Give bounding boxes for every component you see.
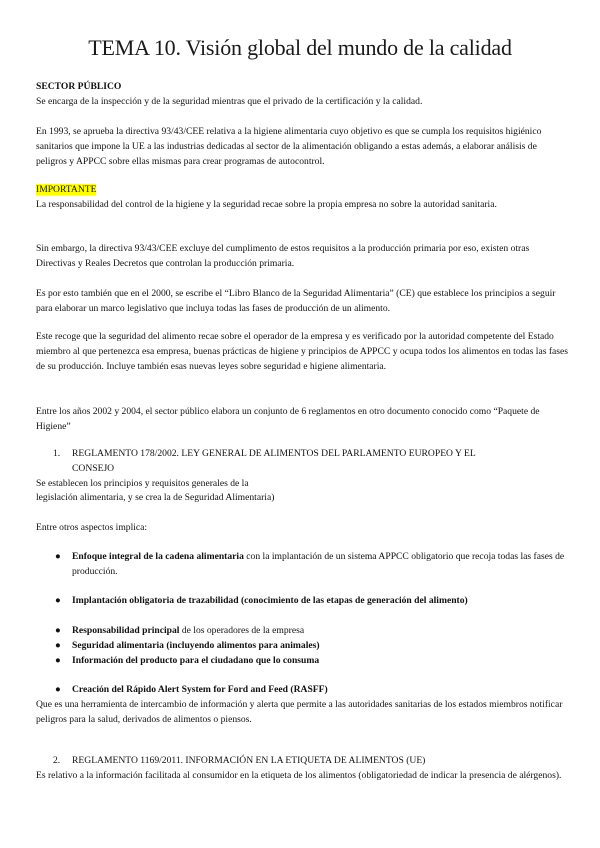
- bullet-bold-text: Implantación obligatoria de trazabilidad (conocimiento de las etapas de generación del alimento): [72, 595, 468, 606]
- reglamento-2-desc: Es relativo a la información facilitada al consumidor en la etiqueta de los alimentos (obligatoriedad de indicar la presencia de alérgenos).: [36, 769, 562, 781]
- bullet-text: de los operadores de la empresa: [179, 625, 305, 636]
- bullet-list: [36, 594, 570, 609]
- list-number: 2.: [53, 755, 61, 766]
- reglamento-2-title-text: REGLAMENTO 1169/2011. INFORMACIÓN EN LA ETIQUETA DE ALIMENTOS (UE): [72, 755, 426, 766]
- bullet-icon: ●: [55, 684, 61, 695]
- list-item: [36, 654, 570, 669]
- paragraph-rasff: Que es una herramienta de intercambio de información y alerta que permite a las autoridades sanitarias de los estados miembros notificar peligros para la salud, derivados de alimentos o piensos.: [36, 699, 563, 725]
- list-item: [36, 594, 570, 609]
- bullet-icon: ●: [55, 654, 61, 666]
- reglamento-1: [36, 447, 570, 506]
- important-block: [36, 183, 570, 213]
- list-item: [36, 639, 570, 654]
- list-number: 1.: [53, 448, 61, 459]
- paragraph-recoge: Este recoge que la seguridad del alimento recae sobre el operador de la empresa y es verificado por la autoridad competente del Estado miembro al que pertenezca esa empresa, buenas prácticas de higiene y principios de APPCC y ocupa todos los alimentos en todas las fases de su producción. Incluye también esas nuevas leyes sobre seguridad e higiene alimentaria.: [36, 331, 569, 372]
- list-item: [36, 624, 570, 639]
- reglamento-1-desc-line2: legislación alimentaria, y se crea la de Seguridad Alimentaria): [36, 492, 275, 504]
- reglamento-1-title-line2: CONSEJO: [72, 462, 115, 474]
- reglamento-2: [36, 754, 570, 784]
- section-sector-publico: [36, 80, 570, 110]
- paragraph-responsabilidad: La responsabilidad del control de la higiene y la seguridad recae sobre la propia empresa no sobre la autoridad sanitaria.: [36, 198, 497, 210]
- bullet-icon: ●: [55, 551, 61, 562]
- paragraph-intro: Se encarga de la inspección y de la seguridad mientras que el privado de la certificación y la calidad.: [36, 95, 423, 107]
- list-item: [36, 550, 570, 580]
- paragraph-1993: En 1993, se aprueba la directiva 93/43/CEE relativa a la higiene alimentaria cuyo objetivo es que se cumpla los requisitos higiénico sanitarios que impone la UE a las industrias dedicadas al sector de la alimentación obligando a estas además, a elaborar análisis de peligros y APPCC sobre ellas mismas para crear programas de autocontrol.: [36, 126, 542, 167]
- bullet-list: [36, 624, 570, 668]
- list-item: [36, 683, 570, 698]
- reglamento-2-title: [36, 754, 570, 769]
- entre-otros: Entre otros aspectos implica:: [36, 522, 148, 533]
- paragraph-sin-embargo: Sin embargo, la directiva 93/43/CEE excluye del cumplimento de estos requisitos a la producción primaria por eso, existen otras Directivas y Reales Decretos que controlan la producción primaria.: [36, 243, 530, 269]
- reglamento-1-title-line1: REGLAMENTO 178/2002. LEY GENERAL DE ALIMENTOS DEL PARLAMENTO EUROPEO Y EL: [72, 448, 476, 459]
- bullet-list: [36, 550, 570, 580]
- bullet-bold-text: Enfoque integral de la cadena alimentaria: [72, 551, 244, 562]
- bullet-icon: ●: [55, 625, 61, 636]
- bullet-bold-text: Seguridad alimentaria (incluyendo alimentos para animales): [72, 639, 320, 651]
- bullet-icon: ●: [55, 639, 61, 651]
- reglamento-1-desc-line1: Se establecen los principios y requisitos generales de la: [36, 477, 249, 489]
- bullet-bold-text: Creación del Rápido Alert System for Ford and Feed (RASFF): [72, 684, 328, 695]
- paragraph-2002: Entre los años 2002 y 2004, el sector público elabora un conjunto de 6 reglamentos en otro documento conocido como “Paquete de Higiene”: [36, 406, 540, 432]
- bullet-text: con la implantación de un sistema APPCC obligatorio que recoja todas las fases de producción.: [72, 551, 565, 577]
- important-label: IMPORTANTE: [36, 184, 97, 195]
- section-heading: SECTOR PÚBLICO: [36, 81, 122, 92]
- bullet-bold-text: Información del producto para el ciudadano que lo consuma: [72, 654, 320, 666]
- bullet-list: [36, 683, 570, 698]
- page-title: TEMA 10. Visión global del mundo de la calidad: [88, 35, 512, 60]
- reglamento-1-title: [36, 447, 570, 477]
- bullet-bold-text: Responsabilidad principal: [72, 625, 180, 636]
- bullet-icon: ●: [55, 595, 61, 606]
- paragraph-2000: Es por esto también que en el 2000, se escribe el “Libro Blanco de la Seguridad Alimentaria” (CE) que establece los principios a seguir para elaborar un marco legislativo que incluya todas las fases de producción de un alimento.: [36, 288, 556, 314]
